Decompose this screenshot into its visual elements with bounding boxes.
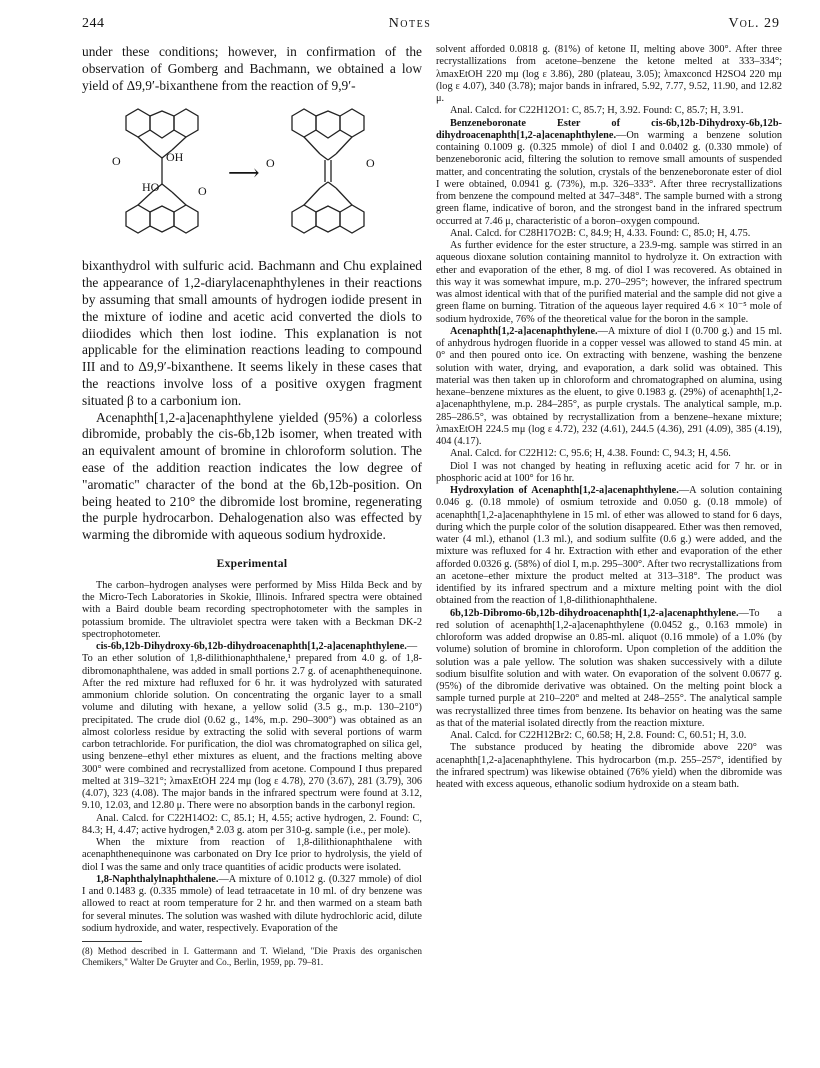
ring-lower-left <box>126 205 150 233</box>
ring-upper-left <box>126 109 150 137</box>
dilithio-paragraph: When the mixture from reaction of 1,8-dilithionaphthalene with acenaphthenequinone was carbonated on Dry Ice prior to hydrolysis, the yield of diol I was the same and only trace quantities of acidic products were isolated. <box>82 837 422 873</box>
running-head: Notes <box>388 16 432 31</box>
ester-body: —On warming a benzene solution containing 0.1009 g. (0.325 mmole) of diol I and 0.0402 g. (0.330 mmole) of benzeneboronic acid, filtering the solution to remove small amounts of suspended matter, and concentrating the solution, crystals of the benzeneboronate ester of diol I were obtained, 0.0941 g. (73%), m.p. 326–333°. After three recrystallizations from benzene the compound melted at 347–348°. The sample burned with a strong green flame, indicative of boron, and the strongest band in the infrared spectrum occurred at 7.46 μ, characteristic of a boron–oxygen compound. <box>436 129 782 227</box>
dibromo-analysis: Anal. Calcd. for C22H12Br2: C, 60.58; H, 2.8. Found: C, 60.51; H, 3.0. <box>450 730 747 741</box>
product-ring-ll <box>292 205 316 233</box>
ho-label: HO <box>142 180 160 195</box>
product-ring-ul <box>292 109 316 137</box>
left-column <box>82 44 422 969</box>
diol-stability-paragraph: Diol I was not changed by heating in refluxing acetic acid for 7 hr. or in phosphoric acid at 100° for 16 hr. <box>436 460 782 484</box>
dibromo-body: —To a red solution of acenaphth[1,2-a]acenaphthylene (0.0452 g., 0.163 mmole) in chloroform was added dropwise an 0.85-ml. aliquot (0.16 mmole) of a 1.0% (by volume) solution of bromine in chloroform. Upon completion of the addition the solution was a pale yellow. The solution was shaken successively with a dilute sodium bisulfite solution and with water. On evaporation of the solvent 0.0677 g. (95%) of the dibromide derivative was obtained. On the melting point block a sample turned purple at 210–220° and melted at 248–255°. The analytical sample was recrystallized three times from benzene. Its behavior on heating was the same as that of the material isolated directly from the reaction mixture. <box>436 607 782 729</box>
page-number: 244 <box>82 16 105 31</box>
reaction-arrow: ⟶ <box>228 160 260 186</box>
footnote-rule <box>82 941 142 942</box>
oxygen-left-label: O <box>112 154 121 169</box>
naphthalyl-paragraph <box>82 874 422 935</box>
diol-title: cis-6b,12b-Dihydroxy-6b,12b-dihydroacenaphth[1,2-a]acenaphthylene. <box>96 641 407 653</box>
product-ring-ur <box>340 109 364 137</box>
ring-upper-right <box>174 109 198 137</box>
acenaphthylene-body: —A mixture of diol I (0.700 g.) and 15 ml. of anhydrous hydrogen fluoride in a copper vessel was allowed to stand 45 min. at 0° and then poured onto ice. On extracting with benzene, washing the benzene solution with water, drying, and evaporation, a dark solid was obtained. This material was then taken up in chloroform and chromatographed on alumina, using hexane–benzene mixtures as the eluent, to give 0.1983 g. (29%) of acenaphth[1,2-a]acenaphthylene, m.p. 284–285°, as purple crystals. The analytical sample, m.p. 285–286.5°, was obtained by recrystallization from a benzene–hexane mixture; λmaxEtOH 224.5 mμ (log ε 4.72), 232 (4.61), 244.5 (4.36), 291 (4.09), 385 (4.19), 404 (4.17). <box>436 325 782 447</box>
analyses-paragraph: The carbon–hydrogen analyses were performed by Miss Hilda Beck and by the Micro-Tech Laboratories in Skokie, Illinois. Infrared spectra were obtained with a Baird double beam recording spectrophotometer with the samples in potassium bromide. The ultraviolet spectra were taken with a Beckman DK-2 spectrophotometer. <box>82 579 422 640</box>
ring-lower-center <box>150 206 174 232</box>
reaction-scheme <box>82 94 422 258</box>
naphthalyl-title: 1,8-Naphthalylnaphthalene. <box>96 873 219 885</box>
intro-paragraph: under these conditions; however, in confirmation of the observation of Gomberg and Bachmann, we obtained a low yield of Δ9,9′-bixanthene from the reaction of 9,9′- <box>82 44 422 93</box>
oh-label: OH <box>166 150 184 165</box>
experimental-heading: Experimental <box>216 557 288 570</box>
acenaphthylene-prep-paragraph <box>436 326 782 449</box>
diol-preparation-paragraph <box>82 641 422 813</box>
diol-analysis: Anal. Calcd. for C22H14O2: C, 85.1; H, 4.55; active hydrogen, 2. Found: C, 84.3; H, 4.47; active hydrogen,⁸ 2.03 g. atom per 310-g. sample (i.e., per mole). <box>82 812 422 836</box>
acenaphthylene-analysis: Anal. Calcd. for C22H12: C, 95.6; H, 4.38. Found: C, 94.3; H, 4.56. <box>450 448 731 460</box>
dibromo-title: 6b,12b-Dibromo-6b,12b-dihydroacenaphth[1,2-a]acenaphthylene. <box>450 607 739 619</box>
final-paragraph: The substance produced by heating the dibromide above 220° was acenaphth[1,2-a]acenaphthylene. This hydrocarbon (m.p. 255–257°, identified by the infrared spectrum) was likewise obtained (76% yield) when the dibromide was heated with excess aqueous, ethanolic sodium hydroxide on a steam bath. <box>436 742 782 790</box>
ester-paragraph <box>436 118 782 228</box>
oxygen-product-2: O <box>366 156 375 171</box>
ester-title: Benzeneboronate Ester of cis-6b,12b-Dihydroxy-6b,12b-dihydroacenaphth[1,2-a]acenaphthylene. <box>436 117 782 141</box>
acenaphthylene-paragraph: Acenaphth[1,2-a]acenaphthylene yielded (95%) a colorless dibromide, probably the cis-6b,12b isomer, when treated with an equivalent amount of bromine in chloroform solution. The ease of the addition reaction indicates the low degree of "aromatic" character of the bond at the 6b,12b-position. On being heated to 210° the dibromide lost bromine, regenerating the purple hydrocarbon. Dehalogenation also was effected by warming the dibromide with aqueous sodium hydroxide. <box>82 409 422 543</box>
ring-upper-center <box>150 111 174 138</box>
further-evidence-paragraph: As further evidence for the ester structure, a 23.9-mg. sample was stirred in an aqueous dioxane solution containing mannitol to hydrolyze it. On extraction with ether and evaporation of the ether, 8 mg. of diol I was recovered. As obtained in this way it was somewhat impure, m.p. 270–295°; however, the infrared spectrum was almost identical with that of the purified material and the sample did not give a green flame on burning. Titration of the aqueous layer required 4.6 × 10⁻⁵ mole of sodium hydroxide, 76% of the theoretical value for the boron in the sample. <box>436 240 782 325</box>
ester-analysis: Anal. Calcd. for C28H17O2B: C, 84.9; H, 4.33. Found: C, 85.0; H, 4.75. <box>450 227 751 239</box>
ketone-paragraph: solvent afforded 0.0818 g. (81%) of ketone II, melting above 300°. After three recrystallizations from acetone–benzene the ketone melted at 333–334°; λmaxEtOH 220 mμ (log ε 3.86), 280 (plateau, 3.05); λmaxconcd H2SO4 220 mμ (log ε 4.07), 340 (3.78); major bands in infrared, 5.92, 7.77, 9.52, 11.90, and 12.82 μ. <box>436 44 782 104</box>
footnote-8: (8) Method described in I. Gattermann and T. Wieland, "Die Praxis des organischen Chemikers," Walter De Gruyter and Co., Berlin, 1959, pp. 79–81. <box>82 946 422 968</box>
product-ring-uc <box>316 111 340 138</box>
oxygen-mid-label: O <box>198 184 207 199</box>
mechanism-paragraph: bixanthydrol with sulfuric acid. Bachmann and Chu explained the appearance of 1,2-diarylacenaphthylenes in their reactions by assuming that small amounts of hydrogen iodide present in the mixture of iodine and acetic acid converted the diols to diiodides which then lost iodine. This explanation is not applicable for the elimination reactions leading to compound III and to Δ9,9′-bixanthene. It seems likely in these cases that the reactions involve loss of a positive oxygen fragment situated β to a carbonium ion. <box>82 258 422 408</box>
product-ring-lc <box>316 206 340 232</box>
naphthalyl-body: —A mixture of 0.1012 g. (0.327 mmole) of diol I and 0.1483 g. (0.335 mmole) of lead tetraacetate in 10 ml. of dry benzene was allowed to react at room temperature for 2 hr. and then warmed on a steam bath for several minutes. The solution was washed with dilute hydrochloric acid, dilute sodium hydroxide, and water, respectively. Evaporation of the <box>82 873 422 934</box>
hydroxylation-title: Hydroxylation of Acenaphth[1,2-a]acenaphthylene. <box>450 485 679 496</box>
acenaphthylene-title: Acenaphth[1,2-a]acenaphthylene. <box>450 325 598 337</box>
hydroxylation-paragraph <box>436 485 782 608</box>
product-ring-lr <box>340 205 364 233</box>
oxygen-product-1: O <box>266 156 275 171</box>
diol-body: —To an ether solution of 1,8-dilithionaphthalene,¹ prepared from 4.0 g. of 1,8-dibromonaphthalene, was added in small portions 2.7 g. of acenaphthenequinone. After the red mixture had refluxed for 6 hr. it was hydrolyzed with saturated ammonium chloride solution. On concentrating the organic layer to a small volume and diluting with hexane, a yellow solid (3.5 g., m.p. 130–210°) precipitated. The crude diol (0.62 g., 14%, m.p. 290–300°) was obtained as an almost colorless residue by extracting the solid with several portions of warm carbon tetrachloride. For purification, the diol was chromatographed on silica gel, using benzene–ethyl ether mixtures as eluent, and the fractions melting above 300° were combined and recrystallized from acetone. Compound I thus prepared melted at 319–321°; λmaxEtOH 224 mμ (log ε 4.78), 270 (3.67), 281 (3.79), 306 (4.07), 323 (4.08). The major bands in the infrared spectrum were found at 3.12, 9.10, 12.03, and 12.80 μ. There were no absorption bands in the carbonyl region. <box>82 641 422 812</box>
right-column <box>436 44 782 791</box>
hydroxylation-body: —A solution containing 0.046 g. (0.18 mmole) of osmium tetroxide and 0.050 g. (0.18 mmole) of acenaphth[1,2-a]acenaphthylene in 15 ml. of ether was allowed to stand for 6 days, during which the purple color of the solution disappeared. Ether was then removed, water (4 ml.), ethanol (1.3 ml.), and sodium sulfite (0.6 g.) were added, and the mixture was refluxed for 4 hr. Extraction with ether and evaporation of the ether afforded 0.0326 g. (58%) of diol I, m.p. 295–300°. After two recrystallizations from an acetone–ether mixture the product melted at 313–318°. The product was identified by its infrared spectrum and a mixture melting point with the diol obtained from the reaction of 1,8-dilithionaphthalene. <box>436 485 783 607</box>
volume-label: Vol. 29 <box>728 16 780 31</box>
dibromo-paragraph <box>436 608 782 731</box>
ketone-analysis: Anal. Calcd. for C22H12O1: C, 85.7; H, 3.92. Found: C, 85.7; H, 3.91. <box>450 105 744 117</box>
ring-lower-right <box>174 205 198 233</box>
